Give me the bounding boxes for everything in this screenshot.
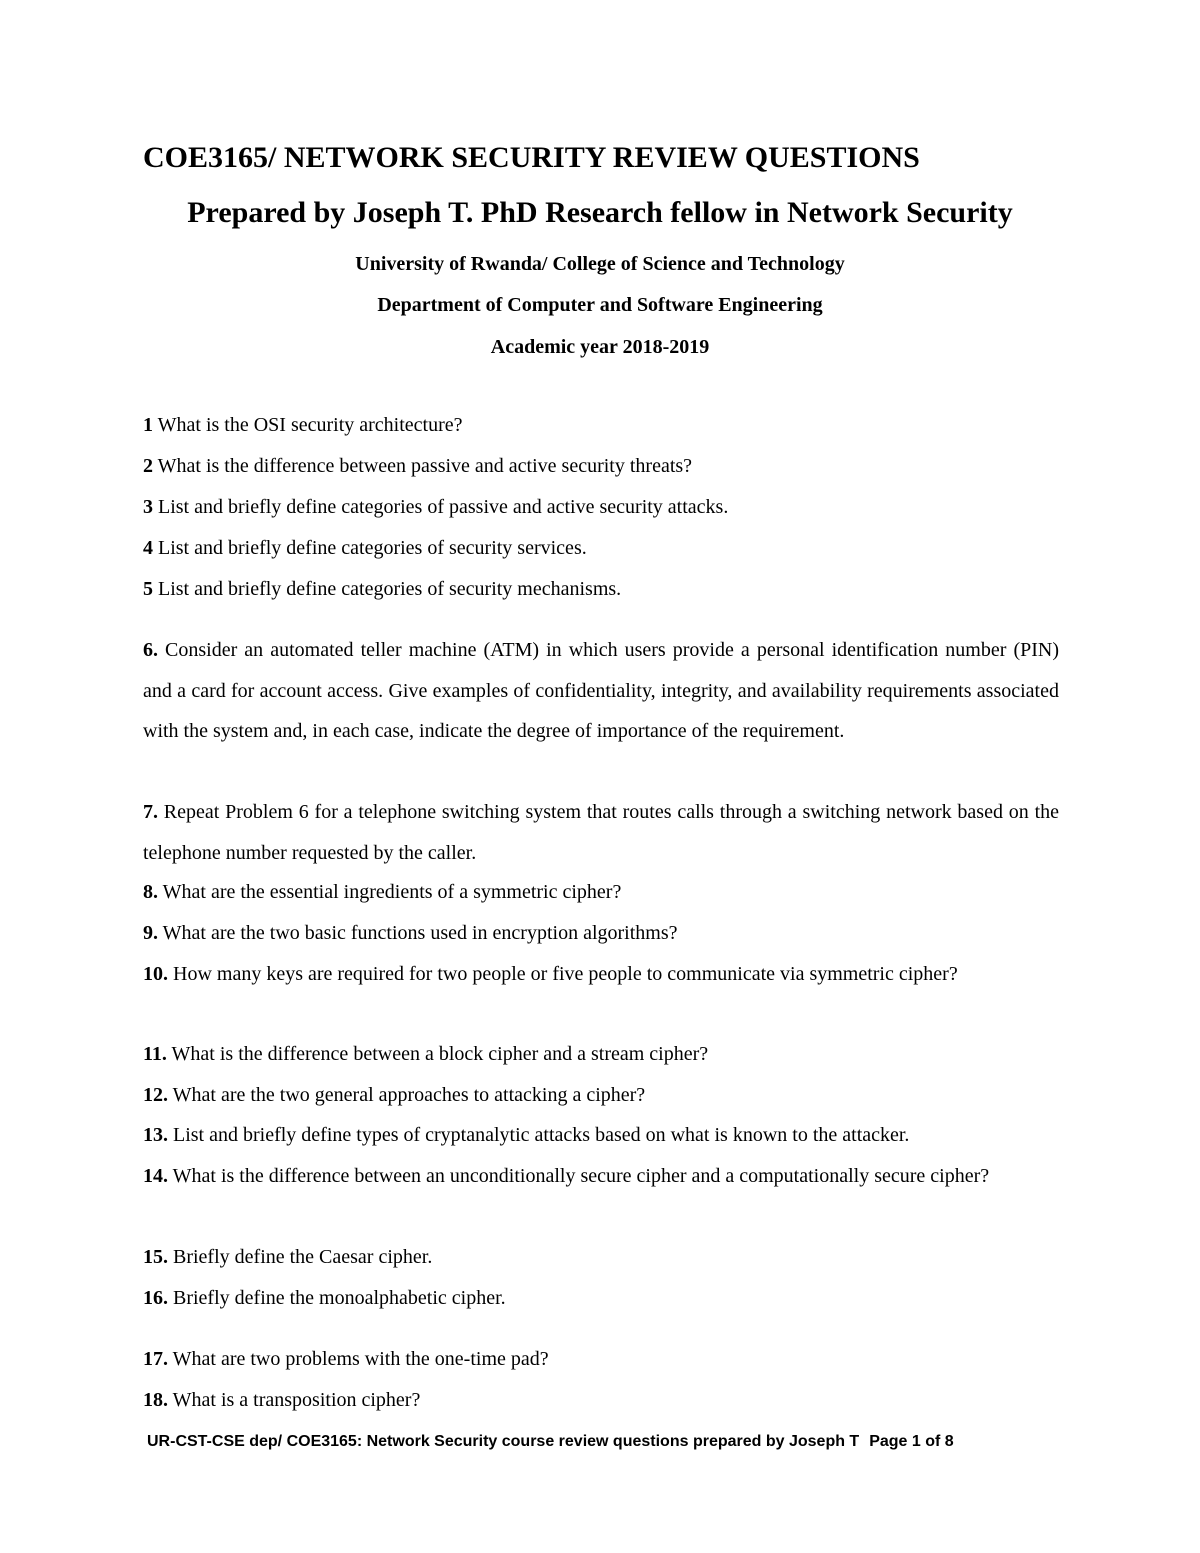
question-17 [143, 1339, 549, 1379]
question-16 [143, 1278, 506, 1318]
question-10 [143, 954, 1059, 995]
question-number: 15. [143, 1246, 168, 1268]
question-number: 11. [143, 1043, 167, 1065]
question-number: 9. [143, 922, 158, 944]
question-text: What are two problems with the one-time pad? [168, 1348, 549, 1370]
page-footer [147, 1433, 954, 1451]
question-text: What is the difference between a block cipher and a stream cipher? [166, 1043, 709, 1065]
question-18 [143, 1380, 420, 1420]
question-number: 6. [143, 639, 158, 661]
academic-year-line: Academic year 2018-2019 [490, 336, 710, 358]
question-text: List and briefly define categories of security services. [153, 537, 587, 559]
question-number: 16. [143, 1287, 168, 1309]
question-text: Consider an automated teller machine (ATM) in which users provide a personal identification number (PIN) and a card for account access. Give examples of confidentiality, integrity, and availability requirements associated with the system and, in each case, indicate the degree of importance of the requirement. [143, 639, 1059, 742]
question-13 [143, 1115, 909, 1155]
question-text: What are the two general approaches to attacking a cipher? [168, 1084, 646, 1106]
question-15 [143, 1237, 432, 1277]
document-subtitle: Prepared by Joseph T. PhD Research fellow in Network Security [187, 196, 1013, 229]
question-4 [143, 528, 587, 568]
document-title: COE3165/ NETWORK SECURITY REVIEW QUESTIONS [143, 141, 920, 174]
footer-text: UR-CST-CSE dep/ COE3165: Network Security course review questions prepared by Joseph T [147, 1433, 860, 1450]
question-14 [143, 1156, 1059, 1197]
question-text: List and briefly define categories of security mechanisms. [153, 578, 622, 600]
question-text: Briefly define the monoalphabetic cipher. [168, 1287, 506, 1309]
question-number: 5 [143, 578, 153, 600]
question-text: How many keys are required for two people or five people to communicate via symmetric cipher? [168, 963, 958, 985]
question-5 [143, 569, 621, 609]
question-text: List and briefly define types of cryptanalytic attacks based on what is known to the attacker. [168, 1124, 910, 1146]
question-text: Briefly define the Caesar cipher. [168, 1246, 433, 1268]
question-text: What are the essential ingredients of a symmetric cipher? [158, 881, 622, 903]
question-number: 4 [143, 537, 153, 559]
question-number: 8. [143, 881, 158, 903]
question-number: 13. [143, 1124, 168, 1146]
question-number: 2 [143, 455, 153, 477]
question-2 [143, 446, 692, 486]
question-11 [143, 1034, 708, 1074]
question-text: What is the difference between an unconditionally secure cipher and a computationally secure cipher? [168, 1165, 990, 1187]
question-text: Repeat Problem 6 for a telephone switching system that routes calls through a switching network based on the telephone number requested by the caller. [143, 801, 1059, 864]
question-text: What is the OSI security architecture? [153, 414, 463, 436]
question-9 [143, 913, 678, 953]
department-line: Department of Computer and Software Engineering [377, 294, 823, 316]
question-number: 7. [143, 801, 158, 823]
question-7 [143, 792, 1059, 873]
question-1 [143, 405, 463, 445]
question-12 [143, 1075, 645, 1115]
university-line: University of Rwanda/ College of Science and Technology [355, 253, 845, 275]
question-number: 18. [143, 1389, 168, 1411]
question-text: What is the difference between passive and active security threats? [153, 455, 693, 477]
question-number: 17. [143, 1348, 168, 1370]
question-number: 3 [143, 496, 153, 518]
question-number: 14. [143, 1165, 168, 1187]
question-6 [143, 630, 1059, 752]
question-number: 12. [143, 1084, 168, 1106]
question-number: 1 [143, 414, 153, 436]
question-number: 10. [143, 963, 168, 985]
question-3 [143, 487, 728, 527]
question-8 [143, 872, 621, 912]
question-text: What are the two basic functions used in encryption algorithms? [158, 922, 678, 944]
question-text: List and briefly define categories of passive and active security attacks. [153, 496, 729, 518]
question-text: What is a transposition cipher? [168, 1389, 421, 1411]
page-number: Page 1 of 8 [869, 1433, 954, 1450]
